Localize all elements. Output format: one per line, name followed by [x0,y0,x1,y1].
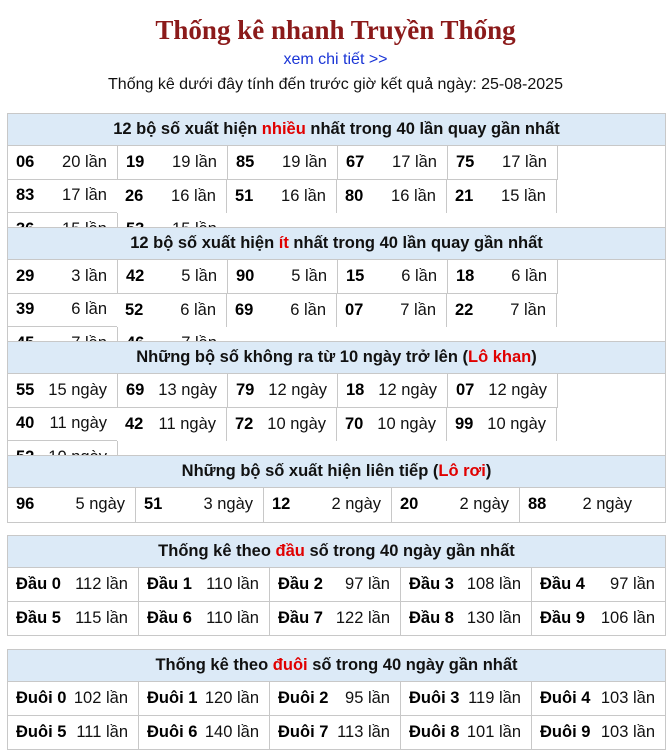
stat-cell [338,374,448,408]
stat-cell [337,294,447,328]
stat-count: 16 lần [171,186,216,205]
stat-cell [532,568,665,602]
stat-cell [337,180,447,214]
stat-number: 42 [126,266,145,285]
stat-count: 115 lần [75,608,128,627]
stat-count: 2 ngày [331,495,381,514]
stat-count: 5 ngày [75,495,125,514]
stat-cell [447,408,557,442]
stat-number: 88 [528,495,547,514]
stat-count: 6 lần [290,300,326,319]
stat-cell [264,488,392,522]
stat-number: Đuôi 4 [540,688,591,707]
stat-cell [228,260,338,294]
duoi-stats-panel [7,649,666,750]
duoi-stats-grid [8,682,665,749]
stat-number: Đầu 5 [16,608,61,627]
stat-number: 72 [235,414,254,433]
stat-number: 12 [272,495,291,514]
stat-count: 6 lần [511,266,547,285]
stat-count: 7 lần [510,300,546,319]
stat-number: Đầu 1 [147,574,192,593]
dau-stats-grid [8,568,665,635]
stat-cell [448,374,558,408]
stat-cell [139,568,270,602]
stat-cell [227,408,337,442]
stat-cell [117,408,227,442]
dau-stats-heading: Thống kê theo đầu số trong 40 ngày gần nhất [8,536,665,568]
stat-count: 2 ngày [459,495,509,514]
stat-number: 26 [125,186,144,205]
stat-cell [139,716,270,750]
stat-number: 20 [400,495,419,514]
stat-cell [338,260,448,294]
stat-count: 6 lần [180,300,216,319]
stat-cell [8,180,117,214]
stat-number: Đầu 9 [540,608,585,627]
stat-count: 19 lần [282,152,327,171]
stat-count: 12 ngày [488,380,547,399]
stat-cell [118,146,228,180]
stat-number: 75 [456,152,475,171]
stat-cell [532,682,665,716]
stat-count: 17 lần [502,152,547,171]
stat-count: 6 lần [401,266,437,285]
stat-count: 10 ngày [377,414,436,433]
stat-count: 3 lần [71,266,107,285]
stat-cell [448,146,558,180]
dau-stats-panel [7,535,666,636]
stat-count: 19 lần [172,152,217,171]
stat-count: 11 ngày [158,414,216,433]
stat-cell [270,568,401,602]
stat-number: Đầu 4 [540,574,585,593]
stat-number: Đầu 3 [409,574,454,593]
stat-number: 70 [345,414,364,433]
stat-cell [117,294,227,328]
stat-cell [139,602,270,636]
stat-count: 97 lần [345,574,390,593]
stat-number: 21 [455,186,474,205]
stat-number: 39 [16,300,35,319]
stat-cell [401,682,532,716]
stat-number: 18 [456,266,475,285]
stat-cell [8,146,118,180]
lo-roi-panel [7,455,666,523]
stat-number: 06 [16,152,35,171]
stat-count: 95 lần [345,688,390,707]
stat-cell [520,488,642,522]
stat-count: 2 ngày [582,495,632,514]
stat-cell [337,408,447,442]
stat-number: 90 [236,266,255,285]
stat-cell [338,146,448,180]
lo-roi-heading: Những bộ số xuất hiện liên tiếp (Lô rơi) [8,456,665,488]
stat-number: 85 [236,152,255,171]
stat-count: 112 lần [75,574,128,593]
stat-number: Đuôi 2 [278,688,329,707]
stat-cell [532,602,665,636]
lo-khan-heading: Những bộ số không ra từ 10 ngày trở lên (Lô khan) [8,342,665,374]
stat-number: Đuôi 8 [409,722,460,741]
stat-count: 6 lần [71,300,107,319]
stat-number: Đầu 8 [409,608,454,627]
stat-number: 22 [455,300,474,319]
stat-count: 103 lần [600,688,655,707]
stat-count: 113 lần [337,722,390,741]
stat-cell [270,602,401,636]
stat-number: 80 [345,186,364,205]
stat-cell [228,374,338,408]
stat-count: 16 lần [391,186,436,205]
stat-count: 16 lần [281,186,326,205]
stat-cell [448,260,558,294]
stat-count: 103 lần [600,722,655,741]
stat-cell [118,260,228,294]
stat-number: 83 [16,186,35,205]
stat-cell [8,682,139,716]
stat-number: Đầu 7 [278,608,323,627]
stat-count: 17 lần [62,186,107,205]
stat-cell [117,180,227,214]
stat-count: 102 lần [73,688,128,707]
stat-number: 69 [126,380,145,399]
stat-count: 97 lần [610,574,655,593]
stat-count: 122 lần [335,608,390,627]
stat-count: 101 lần [466,722,521,741]
stat-cell [8,294,117,328]
least-frequent-heading: 12 bộ số xuất hiện ít nhất trong 40 lần quay gần nhất [8,228,665,260]
page-subtitle: Thống kê dưới đây tính đến trước giờ kết quả ngày: 25-08-2025 [108,76,563,93]
stat-number: Đuôi 9 [540,722,591,741]
stat-number: 67 [346,152,365,171]
stat-cell [532,716,665,750]
stat-number: Đuôi 7 [278,722,329,741]
stat-count: 130 lần [466,608,521,627]
view-details-link[interactable]: xem chi tiết >> [283,51,388,68]
stat-cell [270,716,401,750]
stat-count: 12 ngày [268,380,327,399]
stat-count: 17 lần [392,152,437,171]
stat-number: Đầu 2 [278,574,323,593]
stat-number: 07 [456,380,475,399]
stat-cell [227,180,337,214]
stat-cell [118,374,228,408]
duoi-stats-heading: Thống kê theo đuôi số trong 40 ngày gần nhất [8,650,665,682]
most-frequent-heading: 12 bộ số xuất hiện nhiều nhất trong 40 lần quay gần nhất [8,114,665,146]
stat-number: Đuôi 5 [16,722,67,741]
stat-count: 106 lần [600,608,655,627]
stat-number: Đuôi 3 [409,688,460,707]
stat-count: 13 ngày [158,380,217,399]
stat-count: 15 lần [501,186,546,205]
stat-cell [270,682,401,716]
stat-cell [8,260,118,294]
stat-count: 20 lần [62,152,107,171]
stat-cell [139,682,270,716]
stat-cell [447,180,557,214]
stat-number: 29 [16,266,35,285]
stat-count: 7 lần [400,300,436,319]
stat-cell [401,568,532,602]
stat-number: 52 [125,300,144,319]
stat-count: 12 ngày [378,380,437,399]
stat-cell [447,294,557,328]
stat-number: 51 [144,495,163,514]
stat-number: 18 [346,380,365,399]
stat-number: 79 [236,380,255,399]
stat-cell [8,374,118,408]
stat-number: Đuôi 0 [16,688,67,707]
stat-cell [227,294,337,328]
stat-count: 15 ngày [48,380,107,399]
stat-number: 07 [345,300,364,319]
stat-count: 108 lần [466,574,521,593]
stat-count: 5 lần [291,266,327,285]
stat-count: 110 lần [206,608,259,627]
stat-number: 19 [126,152,145,171]
stat-count: 5 lần [181,266,217,285]
stat-count: 11 ngày [49,414,107,433]
stat-count: 140 lần [204,722,259,741]
stat-count: 119 lần [468,688,521,707]
page-title: Thống kê nhanh Truyền Thống [155,15,516,45]
stat-number: 99 [455,414,474,433]
stat-count: 110 lần [206,574,259,593]
stat-cell [392,488,520,522]
stat-cell [401,716,532,750]
stat-number: Đuôi 6 [147,722,198,741]
page-header [0,0,671,95]
stat-cell [8,488,136,522]
stat-number: Đầu 0 [16,574,61,593]
stat-number: 42 [125,414,144,433]
stat-number: 69 [235,300,254,319]
stat-cell [401,602,532,636]
stat-count: 120 lần [204,688,259,707]
stat-number: 96 [16,495,35,514]
stat-cell [8,408,117,442]
stat-number: Đuôi 1 [147,688,198,707]
stat-count: 111 lần [76,722,128,741]
stat-number: 51 [235,186,254,205]
stat-cell [228,146,338,180]
lo-roi-grid [8,488,665,522]
stat-cell [8,568,139,602]
stat-number: 55 [16,380,35,399]
stat-cell [136,488,264,522]
stat-count: 10 ngày [267,414,326,433]
stat-number: 15 [346,266,365,285]
stat-count: 3 ngày [203,495,253,514]
stat-number: Đầu 6 [147,608,192,627]
stat-cell [8,716,139,750]
stat-cell [8,602,139,636]
stat-count: 10 ngày [487,414,546,433]
stat-number: 40 [16,414,35,433]
